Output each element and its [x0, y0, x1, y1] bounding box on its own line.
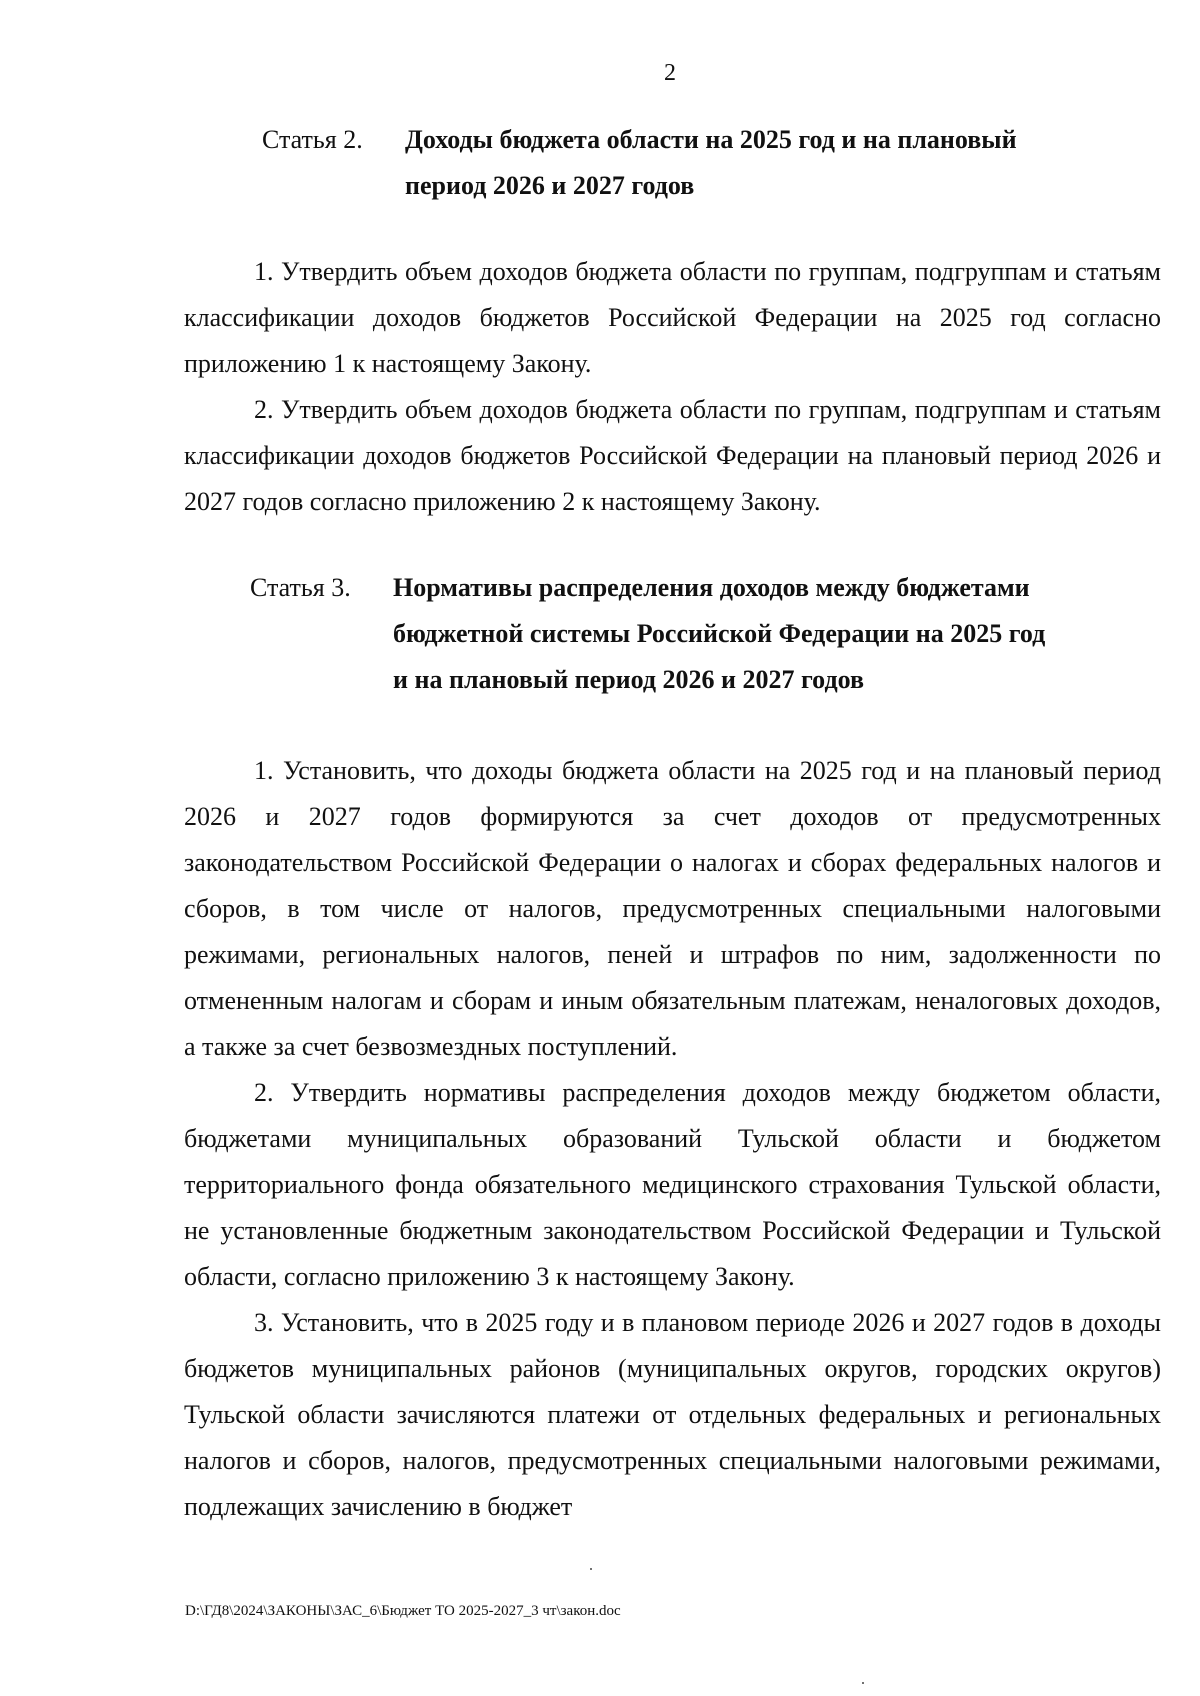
scan-speck	[590, 1568, 592, 1570]
footer-file-path: D:\ГД8\2024\ЗАКОНЫ\ЗАС_6\Бюджет ТО 2025-2027_3 чт\закон.doc	[185, 1603, 621, 1619]
page-number: 2	[664, 60, 676, 86]
article-2-title-line: Доходы бюджета области на 2025 год и на плановый	[405, 125, 1017, 154]
scan-speck	[862, 1682, 864, 1684]
article-3-title	[393, 565, 1045, 703]
article-2-heading	[262, 117, 1017, 209]
article-3-title-line: бюджетной системы Российской Федерации на 2025 год	[393, 619, 1046, 648]
article-2-body	[184, 249, 1161, 525]
article-3-body	[184, 748, 1161, 1530]
article-2-title-line: период 2026 и 2027 годов	[405, 171, 695, 200]
article-3-paragraph-3: 3. Установить, что в 2025 году и в плановом периоде 2026 и 2027 годов в доходы бюджетов муниципальных районов (муниципальных округов, городских округов) Тульской области зачисляются платежи от отдельных федеральных и региональных налогов и сборов, налогов, предусмотренных специальными налоговыми режимами, подлежащих зачислению в бюджет	[184, 1308, 1161, 1521]
article-2-title	[405, 117, 1017, 209]
article-2-paragraph-2: 2. Утвердить объем доходов бюджета области по группам, подгруппам и статьям классификации доходов бюджетов Российской Федерации на плановый период 2026 и 2027 годов согласно приложению 2 к настоящему Закону.	[184, 395, 1161, 516]
article-2-label: Статья 2.	[262, 125, 363, 154]
article-3-heading	[250, 565, 1045, 703]
article-2-paragraph-1: 1. Утвердить объем доходов бюджета области по группам, подгруппам и статьям классификации доходов бюджетов Российской Федерации на 2025 год согласно приложению 1 к настоящему Закону.	[184, 257, 1161, 378]
article-3-paragraph-1: 1. Установить, что доходы бюджета области на 2025 год и на плановый период 2026 и 2027 годов формируются за счет доходов от предусмотренных законодательством Российской Федерации о налогах и сборах федеральных налогов и сборов, в том числе от налогов, предусмотренных специальными налоговыми режимами, региональных налогов, пеней и штрафов по ним, задолженности по отмененным налогам и сборам и иным обязательным платежам, неналоговых доходов, а также за счет безвозмездных поступлений.	[184, 756, 1161, 1061]
article-3-title-line: Нормативы распределения доходов между бюджетами	[393, 573, 1030, 602]
article-3-label: Статья 3.	[250, 573, 351, 602]
article-3-title-line: и на плановый период 2026 и 2027 годов	[393, 665, 864, 694]
article-3-paragraph-2: 2. Утвердить нормативы распределения доходов между бюджетом области, бюджетами муниципальных образований Тульской области и бюджетом территориального фонда обязательного медицинского страхования Тульской области, не установленные бюджетным законодательством Российской Федерации и Тульской области, согласно приложению 3 к настоящему Закону.	[184, 1078, 1161, 1291]
